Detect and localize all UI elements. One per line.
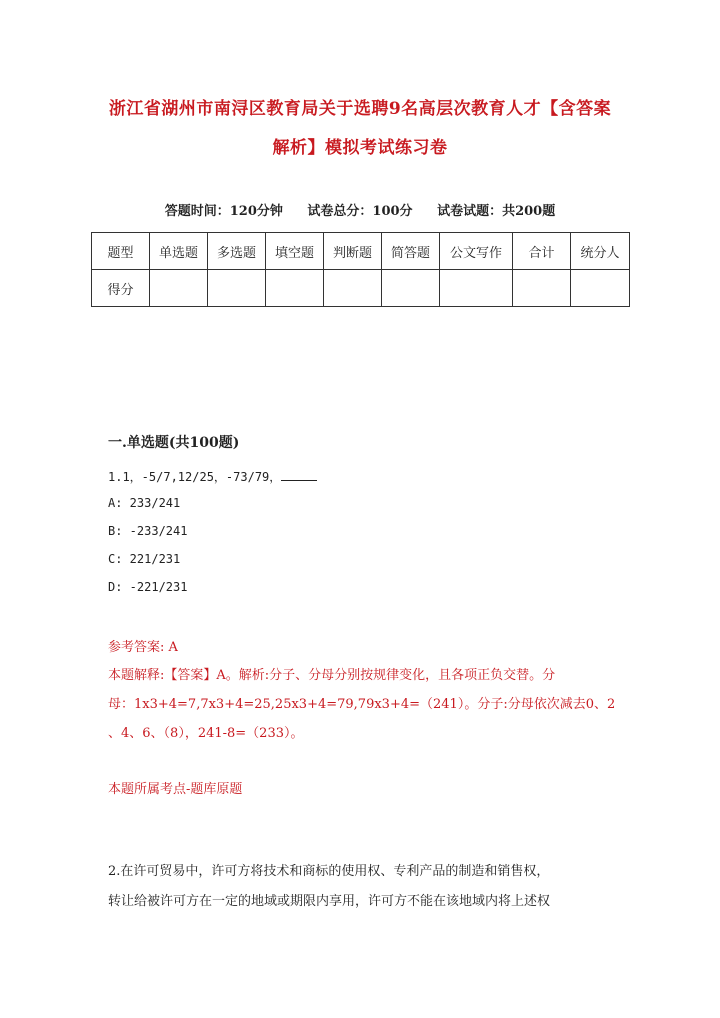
question-2-line: 2.在许可贸易中，许可方将技术和商标的使用权、专利产品的制造和销售权，: [108, 864, 550, 879]
score-header-cell: 判断题: [324, 233, 382, 270]
score-table-score-row: [92, 270, 630, 307]
question-1-option-c: C: 221/231: [108, 552, 181, 566]
question-1-knowledge-point: 本题所属考点-题库原题: [108, 782, 243, 797]
exam-time: 答题时间：120分钟: [164, 204, 283, 219]
question-1-answer: 参考答案: A: [108, 640, 178, 655]
score-input-cell: [440, 270, 513, 307]
answer-blank: [281, 469, 317, 481]
section-title: 一.单选题(共100题): [108, 435, 240, 451]
question-1-explanation-line: 母：1x3+4=7,7x3+4=25,25x3+4=79,79x3+4=（241）。分子:分母依次减去0、2: [108, 697, 616, 712]
score-input-cell: [571, 270, 630, 307]
question-1-explanation-line: 本题解释:【答案】A。解析:分子、分母分别按规律变化，且各项正负交替。分: [108, 668, 556, 683]
document-title-line-1: 浙江省湖州市南浔区教育局关于选聘9名高层次教育人才【含答案: [108, 99, 612, 119]
exam-total-score: 试卷总分：100分: [307, 204, 413, 219]
score-table: [91, 232, 630, 307]
score-header-cell: 统分人: [571, 233, 630, 270]
score-header-cell: 合计: [513, 233, 571, 270]
question-1-option-a: A: 233/241: [108, 496, 181, 510]
score-header-cell: 简答题: [382, 233, 440, 270]
score-row-label: 得分: [92, 270, 150, 307]
score-input-cell: [324, 270, 382, 307]
score-input-cell: [208, 270, 266, 307]
score-input-cell: [150, 270, 208, 307]
score-input-cell: [266, 270, 324, 307]
score-input-cell: [513, 270, 571, 307]
score-header-cell: 填空题: [266, 233, 324, 270]
question-1-stem-line: [108, 468, 317, 485]
score-header-cell: 单选题: [150, 233, 208, 270]
score-header-cell: 题型: [92, 233, 150, 270]
question-1-stem: 1.1，-5/7,12/25，-73/79，: [108, 470, 282, 484]
question-1-option-d: D: -221/231: [108, 580, 188, 594]
score-header-cell: 多选题: [208, 233, 266, 270]
score-input-cell: [382, 270, 440, 307]
question-1-option-b: B: -233/241: [108, 524, 188, 538]
exam-question-count: 试卷试题：共200题: [437, 204, 556, 219]
question-1-explanation-line: 、4、6、（8），241-8=（233）。: [108, 726, 304, 741]
document-title-line-2: 解析】模拟考试练习卷: [272, 138, 448, 158]
score-header-cell: 公文写作: [440, 233, 513, 270]
score-table-header-row: [92, 233, 630, 270]
question-2-line: 转让给被许可方在一定的地域或期限内享用，许可方不能在该地域内将上述权: [108, 894, 551, 909]
exam-meta: [0, 200, 720, 219]
